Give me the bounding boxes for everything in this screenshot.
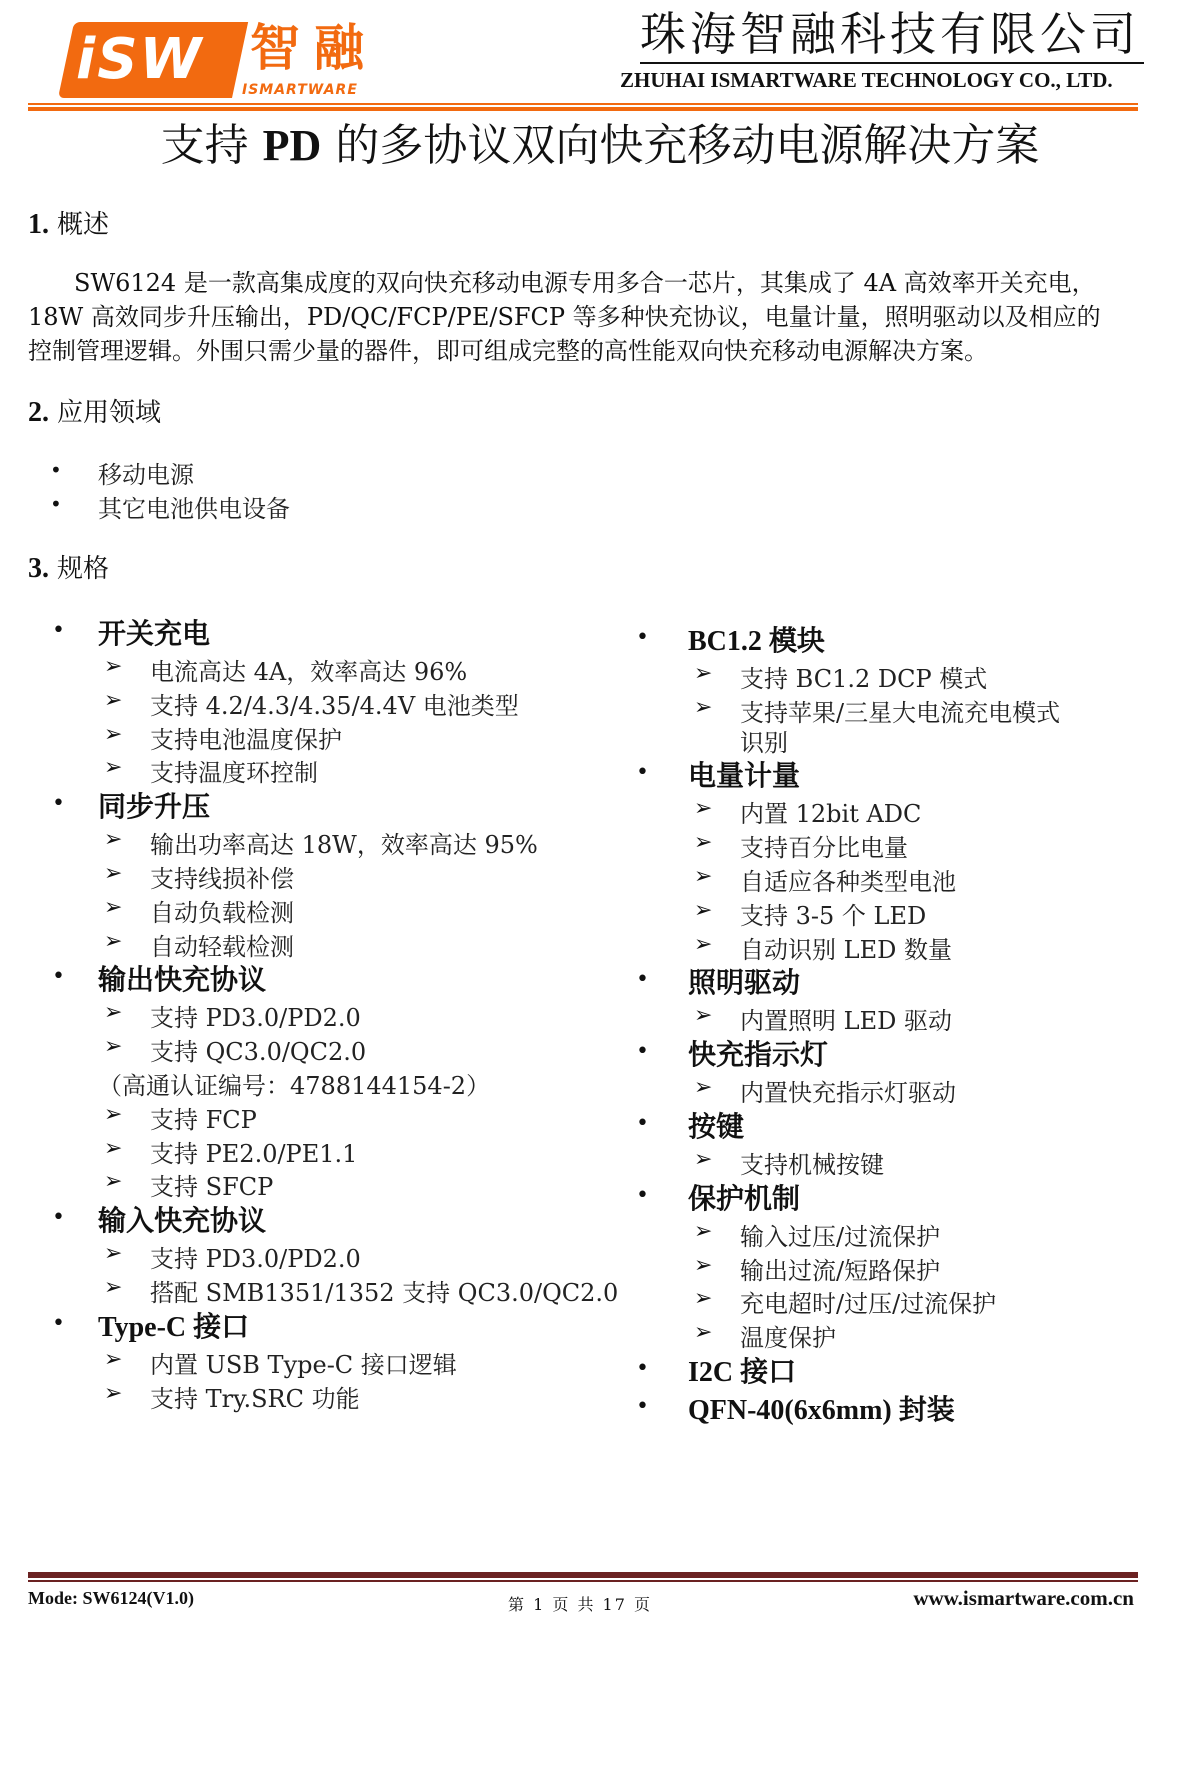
spec-item: 支持 PE2.0/PE1.1 bbox=[150, 1139, 358, 1168]
section-number: 2. bbox=[28, 397, 49, 428]
bullet-dot-icon: • bbox=[636, 1356, 649, 1381]
footer-divider-thick bbox=[28, 1572, 1138, 1578]
footer-page-number: 第 1 页 共 17 页 bbox=[508, 1595, 652, 1614]
bullet-dot-icon: • bbox=[50, 492, 62, 516]
list-item: 移动电源 bbox=[98, 461, 194, 489]
spec-item: 支持机械按键 bbox=[740, 1151, 884, 1179]
spec-category-title: 保护机制 bbox=[688, 1183, 801, 1215]
section-title: 概述 bbox=[57, 210, 110, 240]
bullet-dot-icon: • bbox=[636, 625, 649, 650]
section-heading-specs bbox=[28, 552, 109, 586]
arrow-bullet-icon: ➢ bbox=[104, 827, 123, 853]
arrow-bullet-icon: ➢ bbox=[104, 1135, 123, 1161]
spec-item: 支持 PD3.0/PD2.0 bbox=[150, 1245, 361, 1274]
spec-item: 内置 12bit ADC bbox=[740, 800, 922, 829]
arrow-bullet-icon: ➢ bbox=[104, 1034, 123, 1060]
bullet-dot-icon: • bbox=[636, 1394, 649, 1419]
spec-item: 自动识别 LED 数量 bbox=[740, 935, 952, 964]
bullet-dot-icon: • bbox=[636, 1111, 649, 1136]
spec-category-title: Type-C 接口 bbox=[98, 1311, 250, 1343]
spec-category-title: QFN-40(6x6mm) 封装 bbox=[688, 1395, 955, 1426]
paragraph-line: 控制管理逻辑。外围只需少量的器件，即可组成完整的高性能双向快充移动电源解决方案。 bbox=[28, 337, 988, 365]
spec-item: 支持 QC3.0/QC2.0 bbox=[150, 1038, 367, 1067]
arrow-bullet-icon: ➢ bbox=[104, 928, 123, 954]
footer-divider-thin bbox=[28, 1580, 1138, 1582]
spec-item: 输出功率高达 18W，效率高达 95% bbox=[150, 831, 538, 860]
spec-category-title: 开关充电 bbox=[98, 619, 211, 650]
header-divider-thin bbox=[28, 103, 1138, 105]
logo-english-name: ISMARTWARE bbox=[242, 82, 358, 98]
arrow-bullet-icon: ➢ bbox=[104, 1380, 123, 1406]
spec-item: 支持百分比电量 bbox=[740, 834, 908, 863]
bullet-dot-icon: • bbox=[636, 1039, 649, 1065]
spec-category-title: 输出快充协议 bbox=[98, 965, 267, 997]
overview-paragraph bbox=[28, 266, 1143, 368]
section-title: 应用领域 bbox=[57, 398, 162, 428]
arrow-bullet-icon: ➢ bbox=[694, 1320, 713, 1346]
arrow-bullet-icon: ➢ bbox=[694, 830, 713, 856]
spec-item: 支持苹果/三星大电流充电模式 bbox=[740, 698, 1061, 727]
bullet-dot-icon: • bbox=[636, 1182, 649, 1208]
arrow-bullet-icon: ➢ bbox=[694, 931, 713, 957]
arrow-bullet-icon: ➢ bbox=[694, 897, 713, 923]
spec-item: 支持 FCP bbox=[150, 1105, 257, 1134]
company-logo bbox=[58, 22, 232, 98]
bullet-dot-icon: • bbox=[52, 964, 65, 990]
header-divider-thick bbox=[28, 107, 1138, 111]
paragraph-line: 18W 高效同步升压输出，PD/QC/FCP/PE/SFCP 等多种快充协议，电量计量，照明驱动以及相应的 bbox=[28, 303, 1101, 331]
arrow-bullet-icon: ➢ bbox=[694, 1075, 713, 1101]
arrow-bullet-icon: ➢ bbox=[694, 694, 713, 720]
spec-item: 支持 Try.SRC 功能 bbox=[150, 1384, 360, 1413]
arrow-bullet-icon: ➢ bbox=[694, 1003, 713, 1029]
spec-item-note: （高通认证编号：4788144154-2） bbox=[98, 1072, 491, 1100]
arrow-bullet-icon: ➢ bbox=[104, 1275, 123, 1300]
spec-item: 支持温度环控制 bbox=[150, 759, 318, 788]
spec-item: 支持线损补偿 bbox=[150, 865, 294, 893]
spec-item: 内置 USB Type-C 接口逻辑 bbox=[150, 1350, 457, 1379]
spec-item: 支持电池温度保护 bbox=[150, 725, 342, 754]
arrow-bullet-icon: ➢ bbox=[694, 1147, 713, 1172]
footer-model: Mode: SW6124(V1.0) bbox=[28, 1588, 194, 1608]
arrow-bullet-icon: ➢ bbox=[694, 1252, 713, 1278]
spec-category-title: I2C 接口 bbox=[688, 1357, 797, 1388]
arrow-bullet-icon: ➢ bbox=[104, 1241, 123, 1267]
bullet-dot-icon: • bbox=[52, 1205, 65, 1231]
spec-item: 支持 PD3.0/PD2.0 bbox=[150, 1004, 361, 1033]
company-name-english: ZHUHAI ISMARTWARE TECHNOLOGY CO., LTD. bbox=[620, 68, 1113, 92]
spec-item: 温度保护 bbox=[740, 1324, 836, 1353]
spec-item: 识别 bbox=[740, 728, 788, 757]
document-title bbox=[0, 118, 1200, 174]
spec-category-title: 快充指示灯 bbox=[688, 1040, 829, 1072]
bullet-dot-icon: • bbox=[636, 967, 649, 993]
logo-chinese-name: 智融 bbox=[250, 19, 378, 77]
bullet-dot-icon: • bbox=[50, 458, 62, 482]
section-number: 1. bbox=[28, 209, 49, 240]
spec-item: 电流高达 4A，效率高达 96% bbox=[150, 658, 468, 686]
spec-category-title: 同步升压 bbox=[98, 792, 211, 824]
arrow-bullet-icon: ➢ bbox=[104, 861, 123, 886]
arrow-bullet-icon: ➢ bbox=[104, 687, 123, 713]
spec-item: 内置快充指示灯驱动 bbox=[740, 1079, 956, 1108]
section-heading-overview bbox=[28, 208, 109, 242]
arrow-bullet-icon: ➢ bbox=[694, 864, 713, 889]
spec-item: 搭配 SMB1351/1352 支持 QC3.0/QC2.0 bbox=[150, 1279, 619, 1307]
spec-item: 支持 BC1.2 DCP 模式 bbox=[740, 665, 988, 693]
section-title: 规格 bbox=[57, 554, 110, 584]
list-item: 其它电池供电设备 bbox=[98, 495, 290, 523]
bullet-dot-icon: • bbox=[52, 791, 65, 817]
company-name-chinese: 珠海智融科技有限公司 bbox=[640, 6, 1144, 64]
bullet-dot-icon: • bbox=[636, 760, 649, 786]
footer-website-link[interactable]: www.ismartware.com.cn bbox=[913, 1586, 1134, 1610]
spec-item: 自动负载检测 bbox=[150, 898, 294, 927]
bullet-dot-icon: • bbox=[52, 1310, 65, 1336]
spec-item: 内置照明 LED 驱动 bbox=[740, 1007, 952, 1036]
spec-item: 输出过流/短路保护 bbox=[740, 1256, 941, 1285]
arrow-bullet-icon: ➢ bbox=[104, 721, 123, 747]
spec-category-title: 输入快充协议 bbox=[98, 1206, 267, 1238]
arrow-bullet-icon: ➢ bbox=[104, 1169, 123, 1195]
spec-item: 自适应各种类型电池 bbox=[740, 868, 956, 896]
spec-item: 支持 3-5 个 LED bbox=[740, 901, 927, 930]
arrow-bullet-icon: ➢ bbox=[694, 796, 713, 822]
spec-item: 支持 SFCP bbox=[150, 1173, 274, 1202]
spec-category-title: 按键 bbox=[688, 1112, 745, 1143]
arrow-bullet-icon: ➢ bbox=[104, 1346, 123, 1372]
spec-item: 输入过压/过流保护 bbox=[740, 1222, 941, 1251]
arrow-bullet-icon: ➢ bbox=[104, 654, 123, 679]
title-bold: PD bbox=[262, 121, 322, 170]
section-number: 3. bbox=[28, 553, 49, 584]
title-pre: 支持 bbox=[160, 120, 263, 171]
arrow-bullet-icon: ➢ bbox=[694, 661, 713, 686]
spec-category-title: BC1.2 模块 bbox=[688, 626, 825, 657]
arrow-bullet-icon: ➢ bbox=[104, 894, 123, 920]
spec-category-title: 照明驱动 bbox=[688, 968, 801, 1000]
title-post: 的多协议双向快充移动电源解决方案 bbox=[321, 120, 1040, 171]
arrow-bullet-icon: ➢ bbox=[694, 1218, 713, 1244]
paragraph-line: SW6124 是一款高集成度的双向快充移动电源专用多合一芯片，其集成了 4A 高效率开关充电， bbox=[74, 269, 1096, 297]
spec-category-title: 电量计量 bbox=[688, 761, 801, 793]
arrow-bullet-icon: ➢ bbox=[104, 1000, 123, 1026]
logo-mark-text: iSW bbox=[76, 27, 204, 92]
spec-item: 支持 4.2/4.3/4.35/4.4V 电池类型 bbox=[150, 691, 519, 720]
section-heading-applications bbox=[28, 396, 161, 430]
arrow-bullet-icon: ➢ bbox=[104, 1101, 123, 1127]
bullet-dot-icon: • bbox=[52, 618, 65, 643]
arrow-bullet-icon: ➢ bbox=[104, 755, 123, 781]
spec-item: 充电超时/过压/过流保护 bbox=[740, 1290, 997, 1319]
arrow-bullet-icon: ➢ bbox=[694, 1286, 713, 1312]
spec-item: 自动轻载检测 bbox=[150, 932, 294, 961]
